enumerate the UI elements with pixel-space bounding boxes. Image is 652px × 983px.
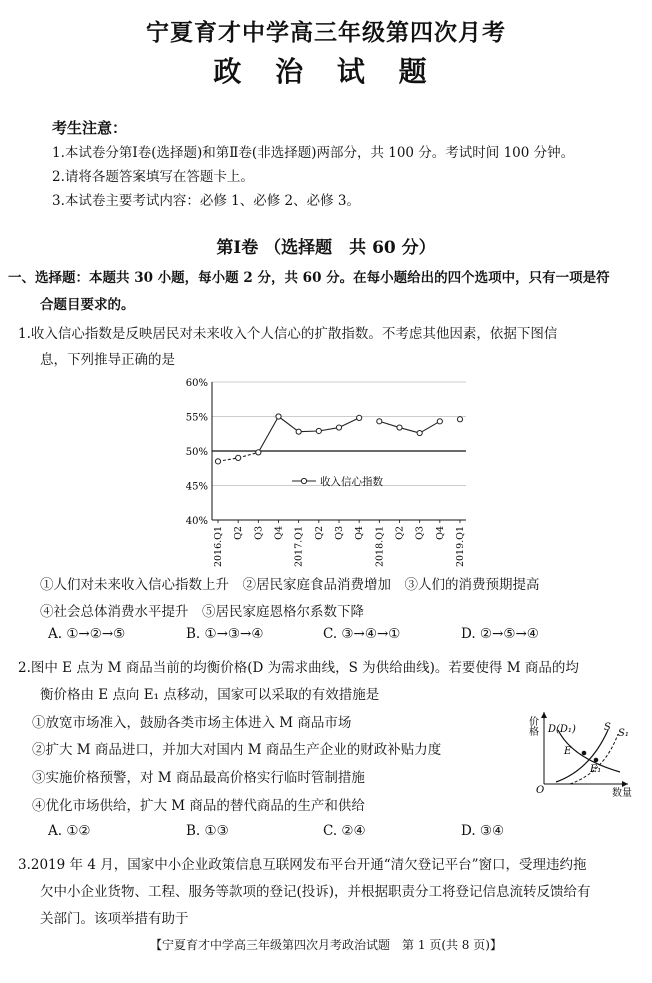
data-point (397, 425, 402, 430)
series-segment (400, 428, 420, 434)
y-tick-label: 40% (185, 516, 208, 527)
series-segment (258, 417, 278, 453)
legend-label: 收入信心指数 (320, 476, 383, 488)
notice-item: 2.请将各题答案填写在答题卡上。 (52, 169, 254, 185)
q2-statement: ①放宽市场准入，鼓励各类市场主体进入 M 商品市场 (32, 715, 352, 731)
section-instruction-cont: 合题目要求的。 (40, 297, 135, 313)
x-tick-label: Q2 (313, 526, 325, 540)
data-point (296, 429, 301, 434)
chart-y-ticks (186, 378, 208, 527)
y-tick-label: 50% (185, 447, 208, 458)
chart-x-ticks (213, 520, 466, 567)
x-tick-label: Q2 (394, 526, 406, 540)
q2-option-a[interactable]: A. ①② (48, 823, 91, 839)
origin-label: O (536, 785, 545, 796)
x-axis-label: 数量 (612, 788, 632, 798)
data-point (316, 428, 321, 433)
data-point (417, 430, 422, 435)
data-point (336, 425, 341, 430)
q3-stem-cont: 欠中小企业货物、工程、服务等款项的登记(投诉)，并根据职责分工将登记信息流转反馈给有 (40, 884, 591, 900)
x-tick-label: 2018.Q1 (374, 526, 386, 568)
data-point (437, 419, 442, 424)
school-title: 宁夏育才中学高三年级第四次月考 (146, 19, 506, 46)
data-point (276, 414, 281, 419)
q2-statement: ③实施价格预警，对 M 商品最高价格实行临时管制措施 (32, 770, 365, 786)
q1-option-c[interactable]: C. ③→④→① (323, 626, 401, 642)
y-tick-label: 45% (185, 481, 208, 493)
y-axis-arrow-icon (541, 712, 547, 718)
q1-stem-cont: 息，下列推导正确的是 (40, 352, 175, 368)
demand-label: D(D₁) (548, 724, 576, 735)
series-segment (279, 417, 299, 432)
q3-stem: 3.2019 年 4 月，国家中小企业政策信息互联网发布平台开通“清欠登记平台”窗口，受理违约拖 (18, 857, 587, 873)
chart-legend (292, 475, 383, 488)
section-instruction: 一、选择题：本题共 30 小题，每小题 2 分，共 60 分。在每小题给出的四个选项中，只有一项是符 (8, 270, 610, 286)
q1-option-b[interactable]: B. ①→③→④ (186, 626, 264, 642)
q2-statement: ④优化市场供给，扩大 M 商品的替代商品的生产和供给 (32, 798, 365, 814)
q2-option-c[interactable]: C. ②④ (323, 823, 366, 839)
q2-stem-cont: 衡价格由 E 点向 E₁ 点移动，国家可以采取的有效措施是 (40, 687, 380, 703)
series-segment (339, 418, 359, 428)
q2-option-b[interactable]: B. ①③ (186, 823, 229, 839)
data-point (457, 417, 462, 422)
chart-series (215, 414, 462, 464)
x-axis-arrow-icon (622, 781, 628, 787)
series-segment (379, 421, 399, 427)
supply1-label: S₁ (618, 728, 629, 739)
notice-item: 1.本试卷分第Ⅰ卷(选择题)和第Ⅱ卷(非选择题)两部分，共 100 分。考试时间 100 分钟。 (52, 145, 575, 161)
notice-heading: 考生注意： (52, 119, 128, 137)
x-tick-label: Q2 (233, 526, 245, 540)
x-tick-label: Q4 (273, 526, 285, 540)
x-tick-label: 2019.Q1 (455, 526, 466, 568)
q1-stem: 1.收入信心指数是反映居民对未来收入个人信心的扩散指数。不考虑其他因素，依据下图信 (18, 326, 558, 342)
series-segment (420, 421, 440, 433)
q2-stem: 2.图中 E 点为 M 商品当前的均衡价格(D 为需求曲线，S 为供给曲线)。若要使得 M 商品的均 (18, 660, 579, 676)
point-e1-marker (594, 758, 599, 763)
x-tick-label: Q4 (354, 526, 366, 540)
y-tick-label: 55% (185, 412, 208, 424)
chart-gridlines (212, 382, 466, 520)
notice-item: 3.本试卷主要考试内容：必修 1、必修 2、必修 3。 (52, 193, 361, 209)
y-axis-label: 价格 (526, 716, 538, 736)
subject-title: 政 治 试 题 (213, 55, 439, 88)
supply-demand-diagram (520, 708, 640, 798)
supply-label: S (604, 722, 611, 733)
x-tick-label: 2017.Q1 (293, 526, 305, 568)
data-point (256, 450, 261, 455)
data-point (377, 419, 382, 424)
point-e1-label: E₁ (590, 764, 602, 775)
q2-option-d[interactable]: D. ③④ (461, 823, 505, 839)
income-confidence-chart (176, 372, 476, 570)
point-e-marker (582, 751, 587, 756)
q3-stem-cont: 关部门。该项举措有助于 (40, 911, 189, 927)
data-point (357, 415, 362, 420)
page-footer: 【宁夏育才中学高三年级第四次月考政治试题 第 1 页(共 8 页)】 (150, 938, 502, 952)
y-tick-label: 60% (185, 378, 208, 389)
point-e-label: E (564, 746, 572, 757)
data-point (215, 459, 220, 464)
q1-statements-cont: ④社会总体消费水平提升 ⑤居民家庭恩格尔系数下降 (40, 604, 364, 620)
q2-statement: ②扩大 M 商品进口，并加大对国内 M 商品生产企业的财政补贴力度 (32, 742, 442, 758)
series-segment (238, 452, 258, 458)
section-title: 第Ⅰ卷 （选择题 共 60 分） (216, 238, 436, 258)
q1-statements: ①人们对未来收入信心指数上升 ②居民家庭食品消费增加 ③人们的消费预期提高 (40, 577, 540, 593)
x-tick-label: Q3 (414, 526, 426, 540)
x-tick-label: Q4 (434, 526, 446, 540)
data-point (236, 455, 241, 460)
x-tick-label: 2016.Q1 (213, 526, 224, 568)
x-tick-label: Q3 (334, 526, 345, 540)
q1-option-a[interactable]: A. ①→②→⑤ (48, 626, 126, 642)
x-tick-label: Q3 (253, 526, 265, 540)
q1-option-d[interactable]: D. ②→⑤→④ (461, 626, 539, 642)
